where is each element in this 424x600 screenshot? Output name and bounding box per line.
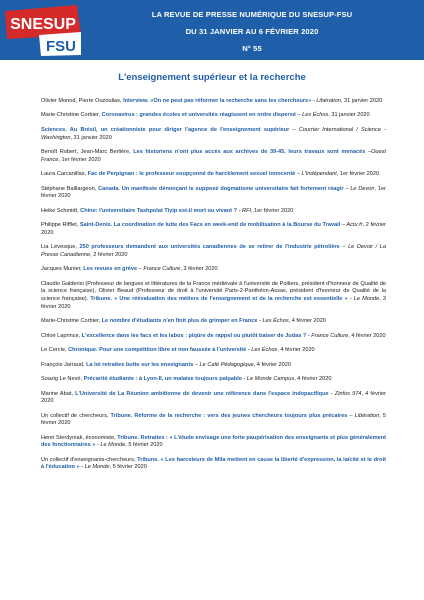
entry-source: - Les Échos — [259, 318, 289, 325]
press-entry — [41, 318, 386, 326]
entry-author: Claudio Galderisi (Professeur de langues et littératures de la France médiévale à l'université de Poitiers, président d'honneur de Qualité de la science française), Olivier Beaud (Professeur de droit à l'université Paris-2-Panthéon-Assas, président d'honneur de Qualité de la science française). — [41, 280, 386, 302]
press-entry — [41, 266, 386, 274]
entry-title-link[interactable]: L'excellence dans les facs et les labos : piqûre de rappel ou plutôt baiser de Judas ? — [81, 332, 307, 339]
entry-date: , 1er février 2020 — [336, 171, 380, 178]
logo-top-text: SNESUP — [10, 16, 76, 33]
entry-title-link[interactable]: L'Université de La Réunion ambitionne de devenir une référence dans l'espace indopacifique — [75, 390, 329, 397]
section-title: L'enseignement supérieur et la recherche — [118, 72, 306, 83]
entry-date: , 31 janvier 2020 — [340, 98, 383, 104]
press-entry — [41, 112, 386, 120]
press-entry — [41, 391, 386, 406]
entry-title-link[interactable]: 250 professeurs demandent aux universités canadiennes de se retirer de l'industrie pétrolière — [79, 244, 340, 251]
press-entry — [41, 208, 386, 216]
entry-author: Philippe Rifflet, — [41, 222, 80, 229]
entry-title-link[interactable]: Chine: l'universitaire Tashpolat Tiyip est-il mort ou vivant ? — [80, 207, 238, 214]
entry-source: – L'Indépendant — [296, 171, 337, 178]
entry-source: - Les Échos — [247, 347, 278, 354]
entry-date: , 1er février 2020 — [251, 207, 294, 214]
entry-title-link[interactable]: Fac de Perpignan : le professeur soupçonné de harcèlement sexuel innocenté — [87, 171, 296, 178]
entry-title-link[interactable]: Canada. Un manifeste dénonçant le supposé dogmatisme universitaire fait fortement réagir — [98, 185, 344, 192]
entry-author: Benoît Robert, Jean-Marc Berlière, — [41, 149, 134, 156]
entry-date: , 4 février 2020 — [294, 376, 332, 383]
press-entry — [41, 333, 386, 341]
entry-author: Chloé Laprince, — [41, 332, 82, 339]
entry-title-link[interactable]: Saint-Denis. La coordination de lutte des Facs en week-end de mobilisation à la Bourse du Travail — [79, 222, 341, 229]
entry-date: , 5 février 2020 — [109, 464, 147, 471]
entry-date: , 1er février 2020 — [41, 185, 386, 200]
entry-date: , 3 février 2020 — [41, 296, 387, 310]
entry-author: Marie-Christine Corbier, — [41, 112, 102, 119]
press-entry — [41, 435, 386, 450]
entry-title-link[interactable]: Tribune. « Les harceleurs de Mila mettent en cause la liberté d'expression, la laïcité et le droit à l'éducation » — [41, 456, 387, 471]
entry-source: - Zinfos 974 — [330, 390, 362, 397]
press-entry — [41, 127, 386, 142]
press-entry — [41, 457, 386, 472]
entry-date: , 1er février 2020 — [58, 156, 101, 163]
entry-title-link[interactable]: Le nombre d'étudiants n'en finit plus de grimper en France — [101, 318, 258, 325]
entry-date: , 31 janvier 2020 — [70, 134, 112, 141]
entry-date: , 3 février 2020 — [180, 266, 218, 273]
header-banner — [0, 0, 424, 60]
entry-author: Un collectif d'enseignants-chercheurs, — [41, 456, 138, 463]
entry-title-link[interactable]: Tribune. « Une réévaluation des métiers de l'enseignement et de la recherche est essentielle » — [90, 296, 348, 302]
entry-source: – Les Échos — [297, 112, 329, 119]
entry-source: – Le Café Pédagogique — [194, 361, 254, 368]
entry-title-link[interactable]: Interview. «On ne peut pas réformer la recherche sans les chercheurs» — [123, 98, 312, 104]
entry-title-link[interactable]: Précarité étudiante : à Lyon-II, un malaise toujours palpable — [83, 376, 242, 383]
entry-author: Le Cercle, — [41, 347, 69, 354]
press-entry — [41, 171, 386, 179]
entry-source: - Le Monde — [349, 296, 380, 302]
entry-author: Soazig Le Nevé, — [41, 376, 84, 383]
press-entry — [41, 281, 386, 311]
entry-source: - Le Monde — [81, 464, 110, 471]
entry-title-link[interactable]: Chronique. Pour une compétition libre et non faussée à l'université — [68, 347, 247, 354]
press-entry — [41, 376, 386, 384]
entry-title-link[interactable]: La loi retraites butte sur les enseignants — [86, 361, 194, 368]
press-entry — [41, 347, 386, 355]
press-entry — [41, 222, 386, 237]
entry-source: – Actu fr — [341, 222, 363, 229]
header-line-issue: N° 55 — [242, 44, 262, 53]
header-text — [92, 6, 412, 57]
entry-author: Lia Lévesque, — [41, 244, 80, 251]
entry-title-link[interactable]: Les revues en grève — [83, 266, 138, 273]
entry-source: – Libération — [349, 412, 380, 419]
entry-date: , 4 février 2020 — [277, 347, 315, 354]
header-line-title: LA REVUE DE PRESSE NUMÉRIQUE DU SNESUP-FSU — [151, 10, 353, 19]
entry-source: – Courrier International / Science - Washington — [41, 126, 386, 141]
press-entry — [41, 98, 386, 106]
entry-source: - France Culture — [307, 332, 349, 339]
logo-bottom-text: FSU — [46, 38, 76, 55]
press-entry — [41, 149, 386, 164]
header-line-dates: DU 31 JANVIER AU 6 FÉVRIER 2020 — [185, 27, 319, 36]
entry-date: , 4 février 2020 — [348, 332, 386, 339]
entry-date: , 4 février 2020 — [288, 318, 326, 325]
entry-author: François Jarraud, — [41, 361, 87, 368]
entry-source: –Ouest France — [41, 149, 386, 163]
entry-title-link[interactable]: Tribune. Retraites : « L'étude envisage une forte paupérisation des enseignants et plus généralement des fonctionnaires » — [41, 434, 387, 449]
entry-date: , 4 février 2020 — [253, 361, 292, 368]
entry-title-link[interactable]: Tribune. Réforme de la recherche : vers des jeunes chercheurs toujours plus précaires — [110, 412, 348, 419]
entry-title-link[interactable]: Coronavirus : grandes écoles et universités réagissent en ordre dispersé — [101, 112, 296, 119]
entry-source: - RFI — [238, 207, 252, 214]
press-entry — [41, 186, 386, 201]
entry-author: Heike Schmidt, — [41, 207, 81, 214]
entry-author: Jacques Munier, — [41, 266, 84, 273]
entry-author: Un collectif de chercheurs, — [41, 412, 111, 419]
entry-author: Olivier Monod, Pierre Ouzoulias, — [41, 98, 124, 104]
entry-date: , 5 février 2020 — [125, 442, 163, 449]
entry-date: , 5 février 2020 — [41, 412, 386, 427]
entry-date: , 2 février 2020 — [90, 251, 128, 258]
press-entry — [41, 362, 386, 370]
entry-author: Laura Carcanillas, — [41, 171, 88, 178]
entry-date: , 2 février 2020 — [41, 222, 386, 236]
press-entry — [41, 244, 386, 259]
entry-author: Henri Sterdyniak, économiste, — [41, 434, 118, 441]
entry-date: , 31 janvier 2020 — [328, 112, 370, 119]
entry-source: - Libération — [312, 98, 341, 104]
entry-author: Marie-Christine Corbier, — [41, 318, 102, 325]
entry-source: - Le Monde — [96, 442, 126, 449]
entry-source: – France Culture — [138, 266, 181, 273]
entry-title-link[interactable]: Les historiens n'ont plus accès aux archives de 39-45, leurs travaux sont menacés — [133, 149, 366, 156]
entry-date: , 4 février 2020 — [41, 390, 386, 405]
entry-source: - Le Monde Campus — [243, 376, 295, 383]
entry-author: Stéphane Baillargeon, — [41, 185, 99, 192]
snesup-fsu-logo — [3, 5, 83, 57]
entry-source: – Le Devoir — [345, 185, 375, 192]
entry-title-link[interactable]: Sciences. Au Brésil, un créationniste pour diriger l'agence de l'enseignement supérieur — [41, 126, 290, 133]
entry-source: – Le Devoir / La Presse Canadienne — [41, 244, 387, 258]
press-entry — [41, 413, 386, 428]
entry-author: Marine Abat, — [41, 390, 76, 397]
press-review-list — [41, 98, 386, 479]
